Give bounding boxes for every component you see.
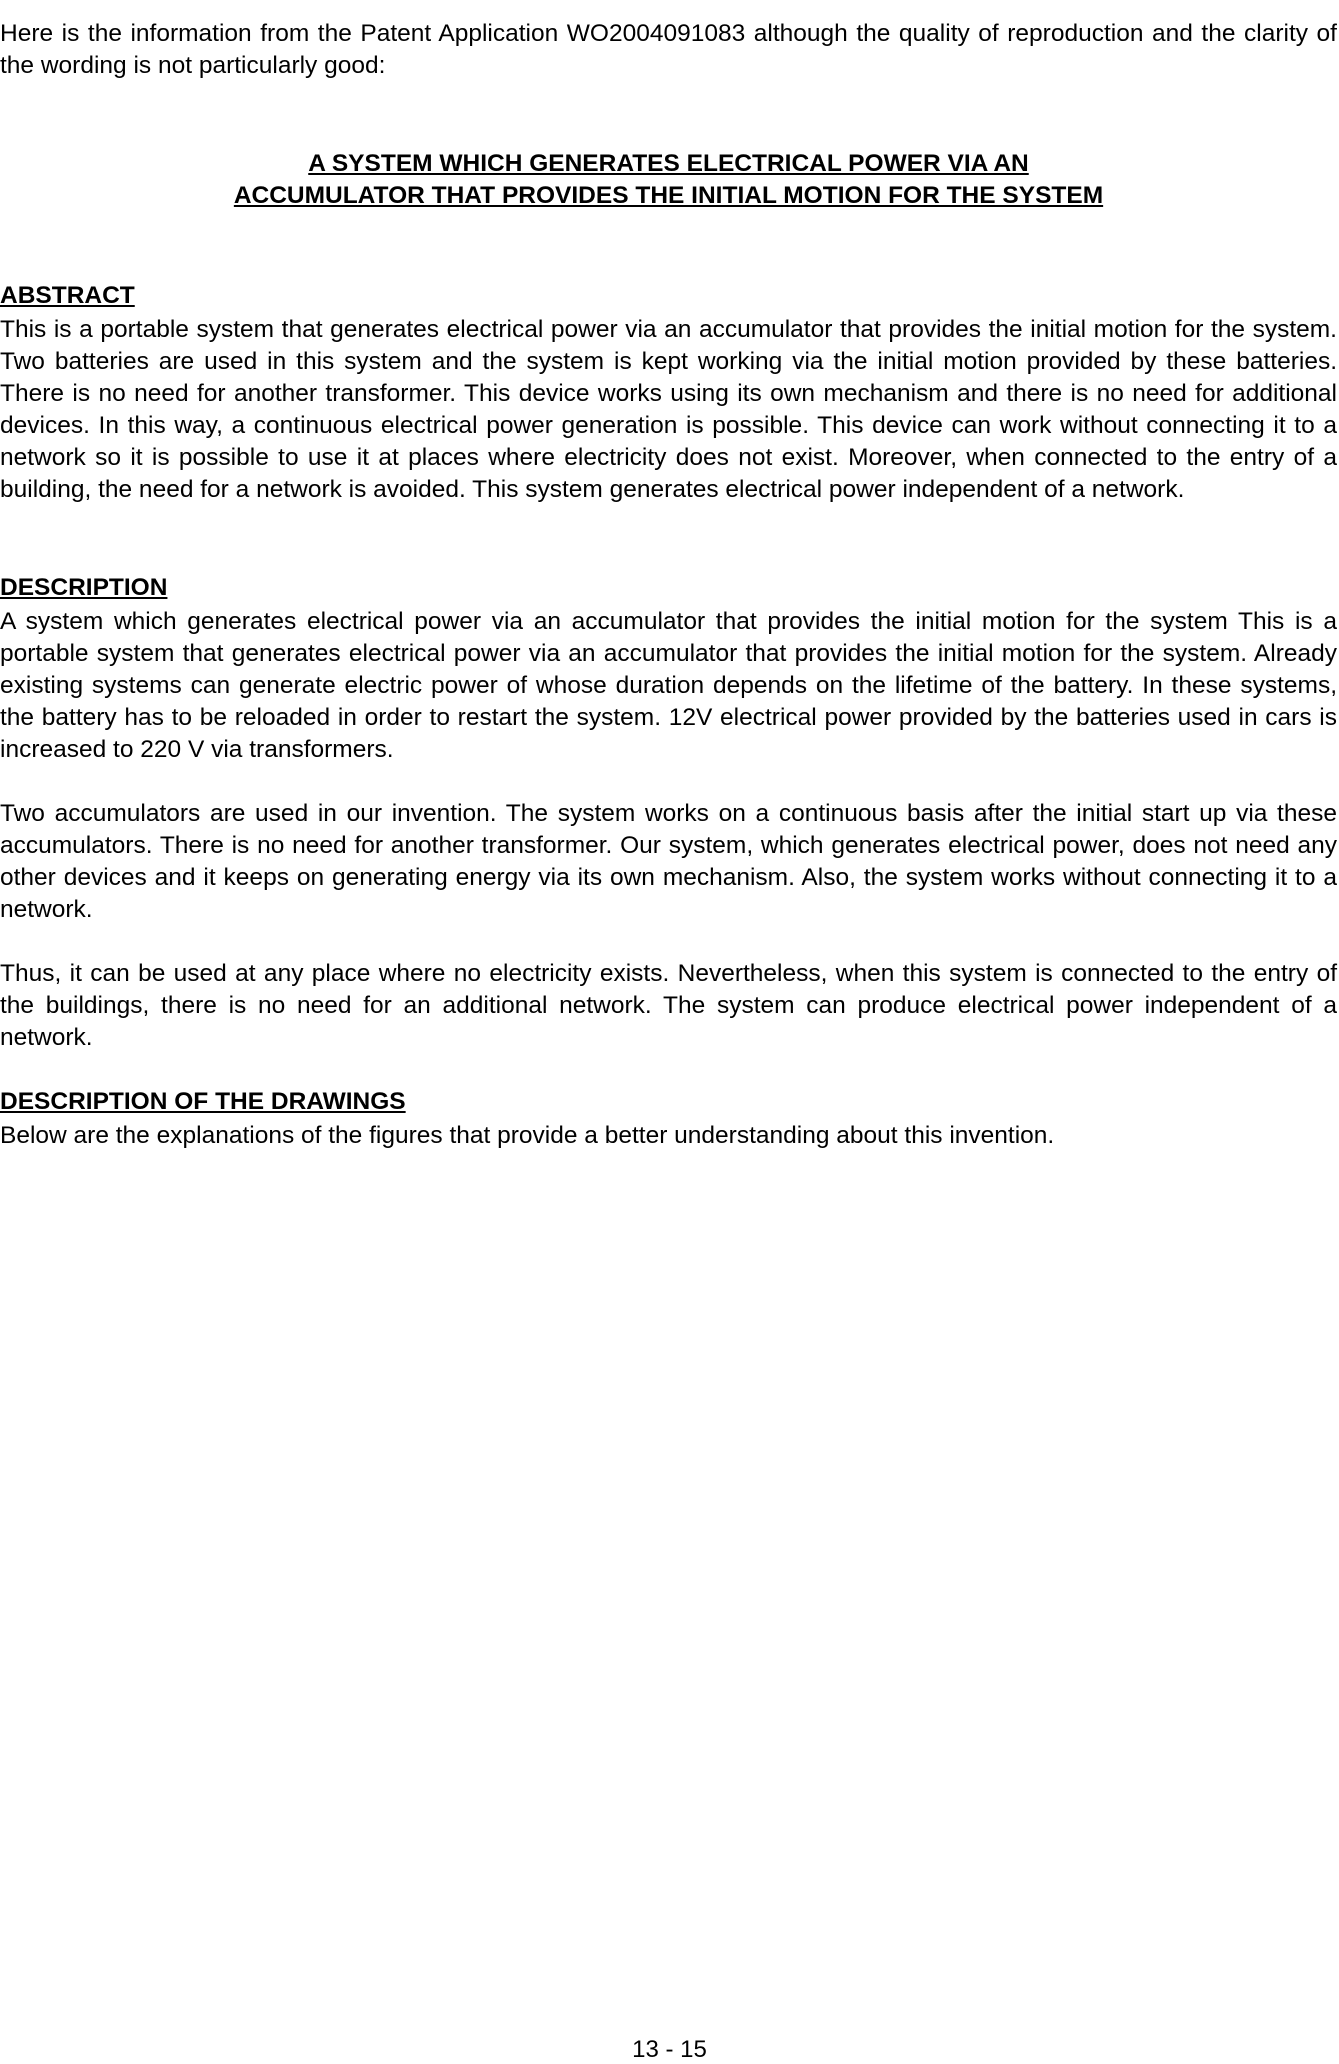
document-title xyxy=(0,148,1337,212)
description-paragraph-1: A system which generates electrical power via an accumulator that provides the initial motion for the system This is a portable system that generates electrical power via an accumulator that provides the initial motion for the system. Already existing systems can generate electric power of whose duration depends on the lifetime of the battery. In these systems, the battery has to be reloaded in order to restart the system. 12V electrical power provided by the batteries used in cars is increased to 220 V via transformers. xyxy=(0,608,1337,763)
title-line-2: ACCUMULATOR THAT PROVIDES THE INITIAL MOTION FOR THE SYSTEM xyxy=(233,182,1104,209)
document-page xyxy=(0,18,1339,1152)
title-line-1: A SYSTEM WHICH GENERATES ELECTRICAL POWER VIA AN xyxy=(308,150,1029,177)
abstract-heading: ABSTRACT xyxy=(0,282,135,309)
intro-paragraph: Here is the information from the Patent Application WO2004091083 although the quality of reproduction and the clarity of the wording is not particularly good: xyxy=(0,20,1337,79)
abstract-text: This is a portable system that generates electrical power via an accumulator that provides the initial motion for the system. Two batteries are used in this system and the system is kept working via the initial motion provided by these batteries. There is no need for another transformer. This device works using its own mechanism and there is no need for additional devices. In this way, a continuous electrical power generation is possible. This device can work without connecting it to a network so it is possible to use it at places where electricity does not exist. Moreover, when connected to the entry of a building, the need for a network is avoided. This system generates electrical power independent of a network. xyxy=(0,316,1337,503)
description-paragraph-3: Thus, it can be used at any place where no electricity exists. Nevertheless, when this system is connected to the entry of the buildings, there is no need for an additional network. The system can produce electrical power independent of a network. xyxy=(0,960,1337,1051)
description-paragraph-2: Two accumulators are used in our invention. The system works on a continuous basis after the initial start up via these accumulators. There is no need for another transformer. Our system, which generates electrical power, does not need any other devices and it keeps on generating energy via its own mechanism. Also, the system works without connecting it to a network. xyxy=(0,800,1337,923)
drawings-text: Below are the explanations of the figures that provide a better understanding about this invention. xyxy=(0,1122,1055,1149)
drawings-heading: DESCRIPTION OF THE DRAWINGS xyxy=(0,1088,406,1115)
page-number: 13 - 15 xyxy=(632,2036,707,2063)
description-heading: DESCRIPTION xyxy=(0,574,168,601)
